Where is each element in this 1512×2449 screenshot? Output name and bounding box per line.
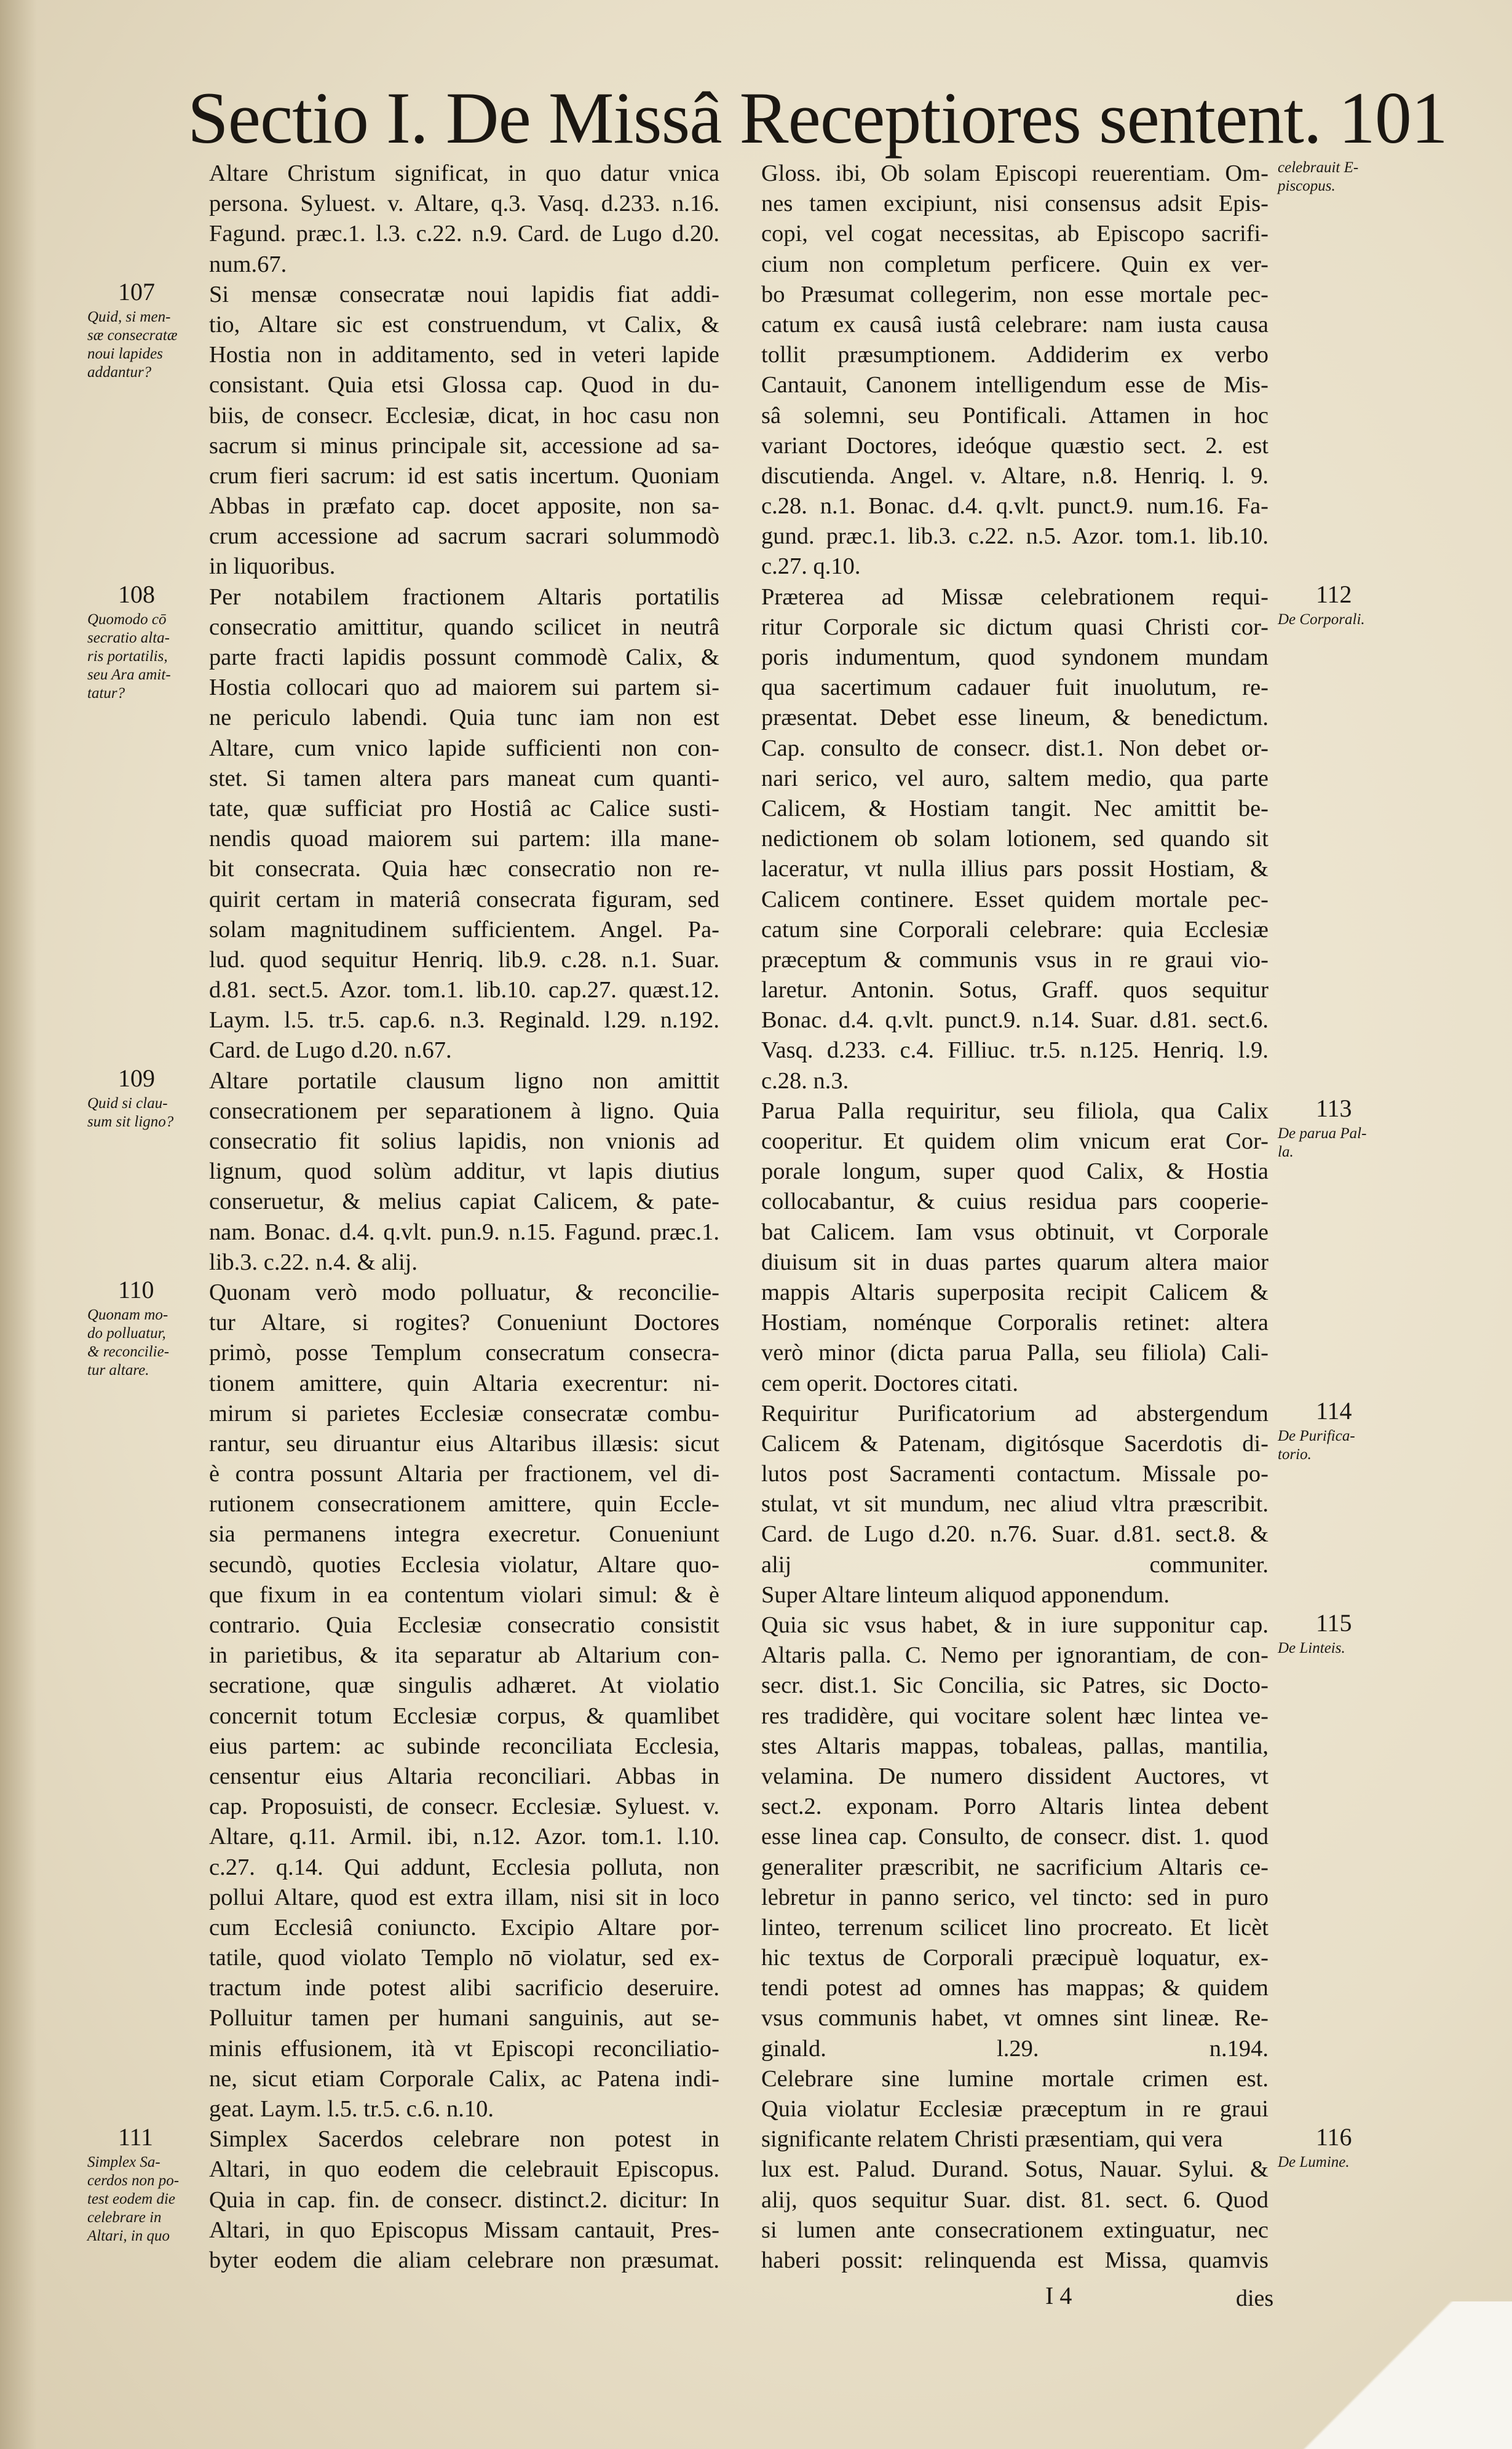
text-line: c.28. n.3.: [761, 1067, 849, 1094]
text-line: tionem amittere, quin Altaria execrentur: ni-: [209, 1370, 719, 1396]
margin-note-line: noui lapides: [87, 345, 163, 362]
text-line: lebretur in panno serico, vel tincto: sed in puro: [761, 1884, 1269, 1910]
text-line: secr. dist.1. Sic Concilia, sic Patres, sic Docto-: [761, 1672, 1269, 1699]
text-line: in liquoribus.: [209, 553, 336, 580]
text-line: Hostia non in additamento, sed in veteri lapide: [209, 342, 719, 368]
text-line: sâ solemni, seu Pontificali. Attamen in hoc: [761, 402, 1269, 429]
text-line: cap. Proposuisti, de consecr. Ecclesiæ. Syluest. v.: [209, 1794, 719, 1820]
text-line: contrario. Quia Ecclesiæ consecratio consistit: [209, 1612, 719, 1638]
text-line: tate, quæ sufficiat pro Hostiâ ac Calice susti-: [209, 795, 719, 821]
margin-section-number: 114: [1316, 1397, 1352, 1425]
margin-section-number: 113: [1316, 1094, 1352, 1123]
text-line: bat Calicem. Iam vsus obtinuit, vt Corporale: [761, 1219, 1269, 1245]
text-line: Altare, cum vnico lapide sufficienti non con-: [209, 735, 719, 761]
text-line: Simplex Sacerdos celebrare non potest in: [209, 2126, 719, 2153]
text-line: nari serico, vel auro, saltem medio, qua parte: [761, 765, 1269, 791]
text-line: c.27. q.10.: [761, 553, 861, 580]
text-line: Card. de Lugo d.20. n.67.: [209, 1037, 452, 1064]
text-line: Altare portatile clausum ligno non amittit: [209, 1067, 719, 1094]
left-text-column: [209, 159, 719, 2276]
text-line: laceratur, vt nulla illius pars possit Hostiam, &: [761, 856, 1269, 882]
text-line: bo Præsumat collegerim, non esse mortale pec-: [761, 281, 1269, 307]
text-line: biis, de consecr. Ecclesiæ, dicat, in hoc casu non: [209, 402, 719, 429]
text-line: laretur. Antonin. Sotus, Graff. quos sequitur: [761, 977, 1269, 1003]
text-line: concernit totum Ecclesiæ corpus, & quamlibet: [209, 1703, 719, 1729]
text-line: Altare Christum significat, in quo datur vnica: [209, 160, 719, 186]
text-line: ritur Corporale sic dictum quasi Christi cor-: [761, 614, 1269, 640]
text-line: c.27. q.14. Qui addunt, Ecclesia polluta, non: [209, 1854, 719, 1880]
text-line: cooperitur. Et quidem olim vnicum erat Cor-: [761, 1128, 1269, 1154]
text-line: parte fracti lapidis possunt commodè Calix, &: [209, 644, 719, 670]
text-line: rantur, seu diruantur eius Altaribus illæsis: sicut: [209, 1430, 719, 1457]
text-line: Fagund. præc.1. l.3. c.22. n.9. Card. de Lugo d.20.: [209, 221, 719, 247]
text-line: consecratio amittitur, quando scilicet in neutrâ: [209, 614, 719, 640]
text-line: tollit præsumptionem. Addiderim ex verbo: [761, 342, 1269, 368]
text-line: pollui Altare, quod est extra illam, nisi sit in loco: [209, 1884, 719, 1910]
margin-note-line: tatur?: [87, 684, 125, 702]
text-line: collocabantur, & cuius residua pars cooperie-: [761, 1189, 1269, 1215]
binding-shadow: [0, 0, 37, 2449]
margin-note-line: sæ consecratæ: [87, 326, 178, 344]
text-line: bit consecrata. Quia hæc consecratio non re-: [209, 856, 719, 882]
text-line: discutienda. Angel. v. Altare, n.8. Henriq. l. 9.: [761, 462, 1269, 489]
margin-note-line: De Linteis.: [1278, 1639, 1345, 1656]
text-line: sacrum si minus principale sit, accessione ad sa-: [209, 432, 719, 459]
margin-note-line: cerdos non po-: [87, 2172, 180, 2189]
right-text-column: [761, 159, 1269, 2276]
text-line: Cap. consulto de consecr. dist.1. Non debet or-: [761, 735, 1269, 761]
text-line: è contra possunt Altaria per fractionem, vel di-: [209, 1461, 719, 1487]
text-line: consecratio fit solius lapidis, non vnionis ad: [209, 1128, 719, 1154]
text-line: copi, vel cogat necessitas, ab Episcopo sacrifi-: [761, 221, 1269, 247]
margin-note-line: celebrauit E-: [1278, 159, 1359, 176]
text-line: sect.2. exponam. Porro Altaris lintea debent: [761, 1794, 1269, 1820]
text-line: Calicem continere. Esset quidem mortale pec-: [761, 886, 1269, 912]
text-line: vsus communis habet, vt omnes sint lineæ. Re-: [761, 2005, 1269, 2032]
text-line: tatile, quod violato Templo nō violatur, sed ex-: [209, 1945, 719, 1971]
text-line: ginald. l.29. n.194.: [761, 2035, 1269, 2062]
margin-note-line: tur altare.: [87, 1362, 149, 1379]
text-line: tio, Altare sic est construendum, vt Calix, &: [209, 311, 719, 338]
margin-note-line: Altari, in quo: [87, 2228, 170, 2244]
margin-note-line: test eodem die: [87, 2191, 176, 2207]
margin-note-line: addantur?: [87, 363, 152, 381]
text-line: res tradidère, qui vocitare solent hæc lintea ve-: [761, 1703, 1269, 1729]
text-line: significante relatem Christi præsentiam, qui vera: [761, 2126, 1223, 2153]
text-line: c.28. n.1. Bonac. d.4. q.vlt. punct.9. num.16. Fa-: [761, 493, 1269, 520]
margin-note-line: De Corporali.: [1278, 611, 1365, 628]
text-line: lib.3. c.22. n.4. & alij.: [209, 1249, 418, 1275]
text-line: velamina. De numero dissident Auctores, vt: [761, 1763, 1269, 1789]
text-line: Altare, q.11. Armil. ibi, n.12. Azor. tom.1. l.10.: [209, 1824, 719, 1850]
text-line: Quia sic vsus habet, & in iure supponitur cap.: [761, 1612, 1269, 1638]
text-line: qua sacertimum cadauer fuit inuolutum, re-: [761, 675, 1269, 701]
text-line: Polluitur tamen per humani sanguinis, aut se-: [209, 2005, 719, 2032]
margin-note-line: seu Ara amit-: [87, 666, 171, 683]
torn-corner: [1278, 2301, 1512, 2449]
margin-note-line: celebrare in: [87, 2209, 162, 2226]
text-line: Gloss. ibi, Ob solam Episcopi reuerentiam. Om-: [761, 160, 1269, 186]
text-line: Abbas in præfato cap. docet apposite, non sa-: [209, 493, 719, 520]
text-line: Cantauit, Canonem intelligendum esse de Mis-: [761, 372, 1269, 398]
margin-section-number: 116: [1316, 2123, 1352, 2151]
text-line: consistant. Quia etsi Glossa cap. Quod in du-: [209, 372, 719, 398]
text-line: catum sine Corporali celebrare: quia Ecclesiæ: [761, 916, 1269, 943]
text-line: geat. Laym. l.5. tr.5. c.6. n.10.: [209, 2096, 494, 2122]
text-line: cium non completum perficere. Quin ex ver-: [761, 251, 1269, 277]
margin-section-number: 108: [118, 580, 155, 608]
text-line: præsentat. Debet esse lineum, & benedictum.: [761, 705, 1269, 731]
text-line: persona. Syluest. v. Altare, q.3. Vasq. d.233. n.16.: [209, 191, 719, 217]
text-line: ne, sicut etiam Corporale Calix, ac Patena indi-: [209, 2065, 719, 2092]
text-line: lignum, quod solùm additur, vt lapis diutius: [209, 1158, 719, 1185]
text-line: quirit certam in materiâ consecrata figuram, sed: [209, 886, 719, 912]
margin-note-line: la.: [1278, 1144, 1294, 1161]
text-line: minis effusionem, ità vt Episcopi reconciliatio-: [209, 2035, 719, 2062]
margin-note-line: Quid, si men-: [87, 308, 171, 325]
text-line: nam. Bonac. d.4. q.vlt. pun.9. n.15. Fagund. præc.1.: [209, 1219, 719, 1245]
text-line: nes tamen excipiunt, nisi consensus adsit Epis-: [761, 191, 1269, 217]
text-line: Quonam verò modo polluatur, & reconcilie-: [209, 1279, 719, 1305]
text-line: primò, posse Templum consecratum consecra-: [209, 1340, 719, 1366]
text-line: stes Altaris mappas, tobaleas, pallas, mantilia,: [761, 1733, 1269, 1759]
text-line: Calicem & Patenam, digitósque Sacerdotis di-: [761, 1430, 1269, 1457]
running-header: [188, 75, 1447, 161]
text-line: Vasq. d.233. c.4. Filliuc. tr.5. n.125. Henriq. l.9.: [761, 1037, 1269, 1064]
text-line: Hostia collocari quo ad maiorem sui partem si-: [209, 675, 719, 701]
text-line: eius partem: ac subinde reconciliata Ecclesia,: [209, 1733, 719, 1759]
text-line: generaliter præscribit, ne sacrificium Altaris ce-: [761, 1854, 1269, 1880]
text-line: esse linea cap. Consulto, de consecr. dist. 1. quod: [761, 1824, 1269, 1850]
text-line: crum fieri sacrum: id est satis incertum. Quoniam: [209, 462, 719, 489]
text-line: secundò, quoties Ecclesia violatur, Altare quo-: [209, 1551, 719, 1578]
text-line: Celebrare sine lumine mortale crimen est.: [761, 2065, 1269, 2092]
margin-note-line: Quonam mo-: [87, 1307, 168, 1324]
text-line: cum Ecclesiâ coniuncto. Excipio Altare por-: [209, 1914, 719, 1941]
text-line: stet. Si tamen altera pars maneat cum quanti-: [209, 765, 719, 791]
text-line: num.67.: [209, 251, 287, 277]
text-line: conseruetur, & melius capiat Calicem, & pate-: [209, 1189, 719, 1215]
margin-note-line: De Purifica-: [1278, 1428, 1355, 1445]
text-line: stulat, vt sit mundum, nec aliud vltra præscribit.: [761, 1491, 1269, 1517]
text-line: variant Doctores, ideóque quæstio sect. 2. est: [761, 432, 1269, 459]
text-line: alij, quos sequitur Suar. dist. 81. sect. 6. Quod: [761, 2186, 1269, 2213]
text-line: mappis Altaris superposita recipit Calicem &: [761, 1279, 1269, 1305]
text-line: poris indumentum, quod syndonem mundam: [761, 644, 1269, 670]
text-line: consecrationem per separationem à ligno. Quia: [209, 1098, 719, 1124]
text-line: solam magnitudinem sufficientem. Angel. Pa-: [209, 916, 719, 943]
text-line: diuisum sit in duas partes quarum altera maior: [761, 1249, 1269, 1275]
header-title: Sectio I. De Missâ Receptiores sentent.: [188, 77, 1321, 159]
text-line: nedictionem ob solam lotionem, sed quando sit: [761, 826, 1269, 852]
margin-note-line: secratio alta-: [87, 629, 170, 646]
text-line: d.81. sect.5. Azor. tom.1. lib.10. cap.27. quæst.12.: [209, 977, 719, 1003]
margin-note-line: sum sit ligno?: [87, 1114, 174, 1130]
text-line: Hostiam, noménque Corporalis retinet: altera: [761, 1310, 1269, 1336]
text-line: tendi potest ad omnes has mappas; & quidem: [761, 1975, 1269, 2001]
text-line: gund. præc.1. lib.3. c.22. n.5. Azor. tom.1. lib.10.: [761, 523, 1269, 550]
text-line: Quia violatur Ecclesiæ præceptum in re graui: [761, 2096, 1269, 2122]
margin-note-line: Simplex Sa-: [87, 2154, 160, 2170]
text-line: si lumen ante consecrationem extinguatur, nec: [761, 2217, 1269, 2243]
text-line: censentur eius Altaria reconciliari. Abbas in: [209, 1763, 719, 1789]
text-line: in parietibus, & ita separatur ab Altarium con-: [209, 1642, 719, 1669]
margin-note-line: Quid si clau-: [87, 1095, 168, 1112]
margin-section-number: 111: [118, 2123, 154, 2151]
text-line: haberi possit: relinquenda est Missa, quamvis: [761, 2247, 1269, 2273]
text-line: secratione, quæ singulis adhæret. At violatio: [209, 1672, 719, 1699]
text-line: lud. quod sequitur Henriq. lib.9. c.28. n.1. Suar.: [209, 946, 719, 973]
text-line: Parua Palla requiritur, seu filiola, qua Calix: [761, 1098, 1269, 1124]
text-line: Per notabilem fractionem Altaris portatilis: [209, 584, 719, 610]
text-line: Laym. l.5. tr.5. cap.6. n.3. Reginald. l.29. n.192.: [209, 1007, 719, 1034]
margin-note-line: torio.: [1278, 1446, 1312, 1463]
text-line: lutos post Sacramenti contactum. Missale po-: [761, 1461, 1269, 1487]
text-line: Bonac. d.4. q.vlt. punct.9. n.14. Suar. d.81. sect.6.: [761, 1007, 1269, 1034]
text-line: mirum si parietes Ecclesiæ consecratæ combu-: [209, 1400, 719, 1426]
margin-section-number: 115: [1316, 1608, 1352, 1637]
text-line: byter eodem die aliam celebrare non præsumat.: [209, 2247, 719, 2273]
text-line: catum ex causâ iustâ celebrare: nam iusta causa: [761, 311, 1269, 338]
margin-section-number: 107: [118, 277, 155, 306]
text-line: præceptum & communis vsus in re graui vio-: [761, 946, 1269, 973]
text-line: Altari, in quo Episcopus Missam cantauit, Pres-: [209, 2217, 719, 2243]
margin-note-line: piscopus.: [1278, 178, 1336, 194]
text-line: cem operit. Doctores citati.: [761, 1370, 1018, 1396]
text-line: que fixum in ea contentum violari simul: & è: [209, 1581, 719, 1608]
text-line: nendis quoad maiorem sui partem: illa mane-: [209, 826, 719, 852]
text-line: sia permanens integra execretur. Conueniunt: [209, 1521, 719, 1548]
text-line: Altaris palla. C. Nemo per ignorantiam, de con-: [761, 1642, 1269, 1669]
margin-note-line: do polluatur,: [87, 1325, 166, 1342]
margin-note-line: De Lumine.: [1278, 2154, 1350, 2170]
margin-note-line: ris portatilis,: [87, 647, 168, 665]
text-line: Quia in cap. fin. de consecr. distinct.2. dicitur: In: [209, 2186, 719, 2213]
margin-section-number: 110: [118, 1276, 154, 1304]
text-line: tractum inde potest alibi sacrificio deseruire.: [209, 1975, 719, 2001]
text-line: lux est. Palud. Durand. Sotus, Nauar. Sylui. &: [761, 2156, 1269, 2183]
text-line: ne periculo labendi. Quia tunc iam non est: [209, 705, 719, 731]
margin-section-number: 112: [1316, 580, 1352, 608]
text-line: hic textus de Corporali præcipuè loquatur, ex-: [761, 1945, 1269, 1971]
text-line: rutionem consecrationem amittere, quin Eccle-: [209, 1491, 719, 1517]
text-line: alij communiter.: [761, 1551, 1269, 1578]
margin-section-number: 109: [118, 1064, 155, 1092]
text-line: Super Altare linteum aliquod apponendum.: [761, 1581, 1170, 1608]
text-line: verò minor (dicta parua Palla, seu filiola) Cali-: [761, 1340, 1269, 1366]
text-line: Calicem, & Hostiam tangit. Nec amittit be-: [761, 795, 1269, 821]
text-line: Præterea ad Missæ celebrationem requi-: [761, 584, 1269, 610]
page-number: 101: [1338, 77, 1447, 159]
catchword: dies: [1236, 2285, 1274, 2311]
text-line: porale longum, super quod Calix, & Hostia: [761, 1158, 1269, 1185]
margin-note-line: & reconcilie-: [87, 1343, 170, 1361]
text-line: linteo, terrenum scilicet lino procreato. Et licèt: [761, 1914, 1269, 1941]
text-line: Si mensæ consecratæ noui lapidis fiat addi-: [209, 281, 719, 307]
text-line: crum accessione ad sacrum sacrari solummodò: [209, 523, 719, 550]
margin-note-line: De parua Pal-: [1278, 1125, 1367, 1142]
margin-note-line: Quomodo cō: [87, 611, 167, 628]
text-line: tur Altare, si rogites? Conueniunt Doctores: [209, 1310, 719, 1336]
text-line: Requiritur Purificatorium ad abstergendum: [761, 1400, 1269, 1426]
text-line: Altari, in quo eodem die celebrauit Episcopus.: [209, 2156, 719, 2183]
text-line: Card. de Lugo d.20. n.76. Suar. d.81. sect.8. &: [761, 1521, 1269, 1548]
signature-mark: I 4: [1045, 2282, 1072, 2309]
